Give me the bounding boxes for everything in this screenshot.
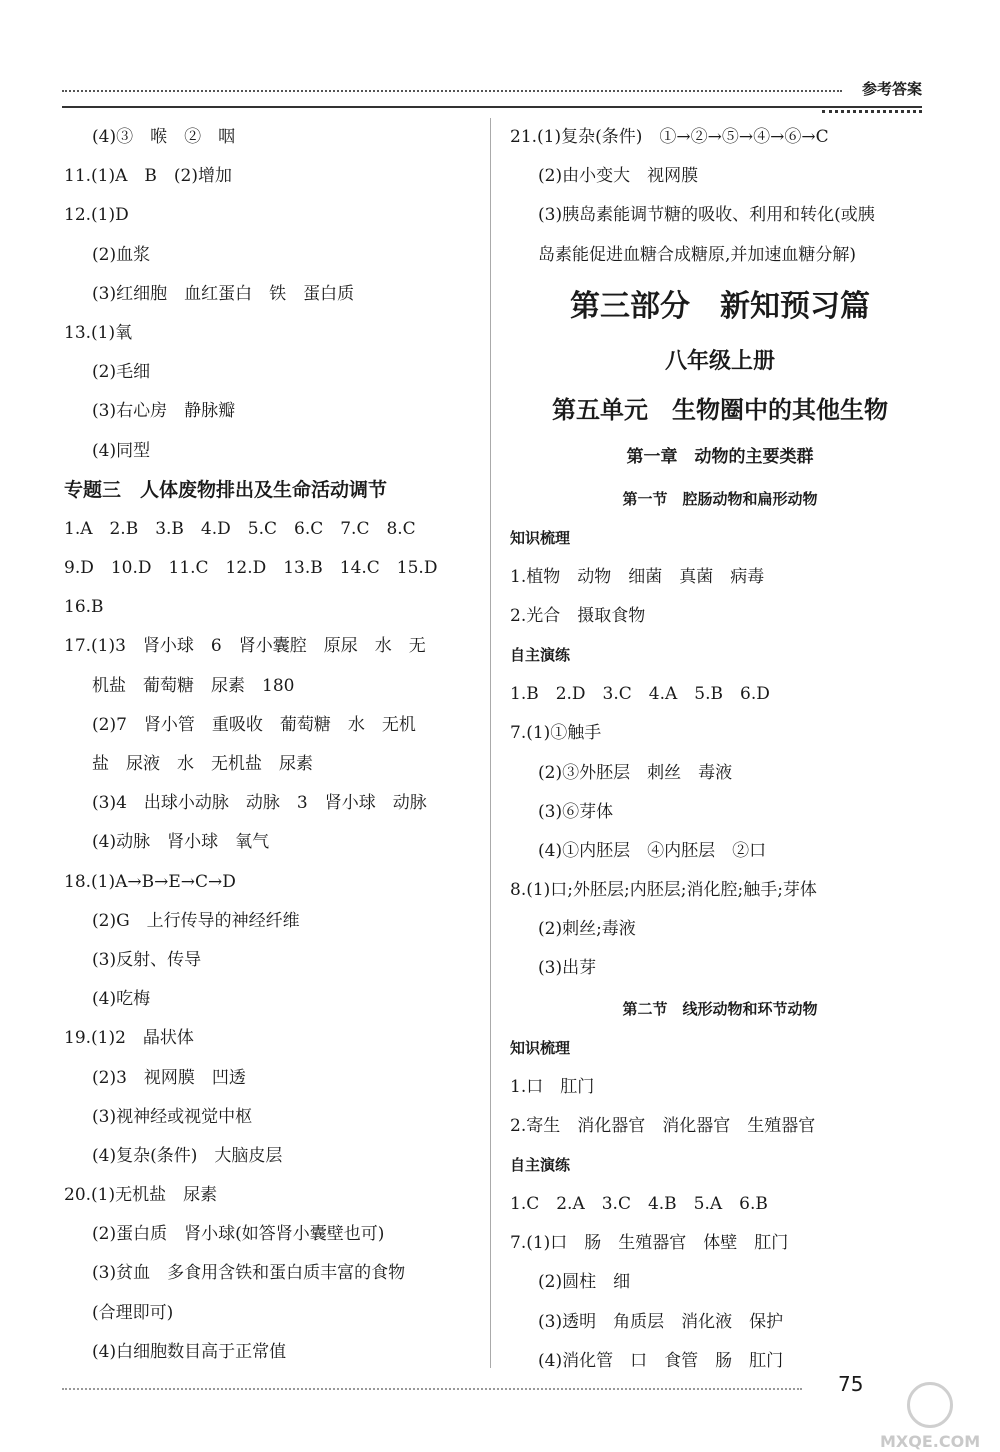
right-line-part: 第三部分 新知预习篇	[570, 288, 870, 324]
watermark-text: MXQE.COM	[880, 1432, 981, 1451]
right-line-text: (2)③外胚层 刺丝 毒液	[538, 762, 733, 783]
left-line-text: 19.(1)2 晶状体	[64, 1028, 194, 1049]
right-line-text: 1.植物 动物 细菌 真菌 病毒	[510, 566, 765, 587]
right-line-text: (3)胰岛素能调节糖的吸收、利用和转化(或胰	[538, 205, 875, 226]
right-line-text: (3)⑥芽体	[538, 801, 614, 822]
left-line-text: (3)4 出球小动脉 动脉 3 肾小球 动脉	[92, 793, 427, 814]
left-line-text: 盐 尿液 水 无机盐 尿素	[92, 754, 313, 774]
right-line-text: (2)刺丝;毒液	[538, 919, 636, 940]
right-line-chap: 第一章 动物的主要类群	[626, 446, 814, 467]
footer-dotted-rule	[62, 1388, 802, 1390]
left-line-text: (2)蛋白质 肾小球(如答肾小囊壁也可)	[92, 1224, 385, 1245]
watermark-logo-icon	[907, 1382, 953, 1428]
left-line-text: (3)右心房 静脉瓣	[92, 401, 236, 422]
left-line-text: (4)同型	[92, 440, 151, 461]
left-line-text: 12.(1)D	[64, 205, 129, 226]
left-line-text: (4)动脉 肾小球 氧气	[92, 832, 270, 853]
right-line-unit: 第五单元 生物圈中的其他生物	[552, 395, 888, 424]
left-line-text: (2)血浆	[92, 244, 151, 265]
right-column	[510, 118, 930, 1381]
right-line-text: (3)透明 角质层 消化液 保护	[538, 1311, 784, 1332]
header-title: 参考答案	[861, 80, 922, 98]
left-line-text: 11.(1)A B (2)增加	[64, 166, 232, 187]
right-line-sec: 第一节 腔肠动物和扁形动物	[622, 489, 818, 508]
left-line-text: (4)白细胞数目高于正常值	[92, 1341, 287, 1362]
left-line-text: (2)3 视网膜 凹透	[92, 1067, 246, 1088]
left-line-text: (3)视神经或视觉中枢	[92, 1106, 253, 1127]
right-line-text: (3)出芽	[538, 958, 597, 979]
left-line-text: (2)毛细	[92, 362, 151, 383]
left-line-text: (2)7 肾小管 重吸收 葡萄糖 水 无机	[92, 714, 416, 735]
page-number: 75	[838, 1372, 864, 1396]
right-line-text: 7.(1)①触手	[510, 723, 602, 744]
left-line-text: (合理即可)	[92, 1302, 174, 1323]
left-line-text: 13.(1)氧	[64, 322, 133, 343]
right-line-grade: 八年级上册	[664, 348, 775, 374]
left-line-text: (3)反射、传导	[92, 949, 202, 970]
right-line-text: 7.(1)口 肠 生殖器官 体壁 肛门	[510, 1233, 789, 1254]
left-line-text: 18.(1)A→B→E→C→D	[64, 871, 236, 892]
right-line-text: 1.口 肛门	[510, 1076, 595, 1097]
left-line-text: (4)③ 喉 ② 咽	[92, 127, 236, 147]
header-rule	[62, 106, 922, 108]
left-column	[64, 118, 484, 1372]
right-line-text: 8.(1)口;外胚层;内胚层;消化腔;触手;芽体	[510, 880, 817, 901]
left-line-text: 20.(1)无机盐 尿素	[64, 1185, 218, 1206]
left-line-text: 17.(1)3 肾小球 6 肾小囊腔 原尿 水 无	[64, 636, 426, 657]
column-divider	[490, 118, 491, 1368]
right-line-sub: 自主演练	[510, 1156, 571, 1174]
header-bead-rule	[822, 110, 922, 113]
right-line-text: 1.C 2.A 3.C 4.B 5.A 6.B	[510, 1194, 768, 1214]
left-line-text: 1.A 2.B 3.B 4.D 5.C 6.C 7.C 8.C	[64, 518, 416, 539]
right-line-text: (2)圆柱 细	[538, 1272, 631, 1293]
left-line-text: (3)贫血 多食用含铁和蛋白质丰富的食物	[92, 1263, 406, 1284]
left-line-text: 机盐 葡萄糖 尿素 180	[92, 675, 295, 696]
right-line-sub: 知识梳理	[510, 528, 571, 547]
right-line-sub: 自主演练	[510, 646, 571, 665]
right-line-text: 1.B 2.D 3.C 4.A 5.B 6.D	[510, 684, 770, 705]
left-line-text: (4)复杂(条件) 大脑皮层	[92, 1145, 283, 1166]
watermark	[880, 1382, 980, 1451]
right-line-sec: 第二节 线形动物和环节动物	[622, 999, 818, 1018]
page-header	[62, 78, 922, 108]
right-line-text: (4)消化管 口 食管 肠 肛门	[538, 1350, 784, 1371]
left-line-text: (2)G 上行传导的神经纤维	[92, 910, 300, 931]
right-line-text: (2)由小变大 视网膜	[538, 166, 699, 187]
right-line-text: 2.寄生 消化器官 消化器官 生殖器官	[510, 1115, 816, 1136]
header-dotted-rule	[62, 90, 842, 92]
right-line-text: 2.光合 摄取食物	[510, 605, 646, 626]
left-line-text: (3)红细胞 血红蛋白 铁 蛋白质	[92, 283, 355, 304]
right-line-text: 岛素能促进血糖合成糖原,并加速血糖分解)	[538, 244, 857, 265]
left-line-text: (4)吃梅	[92, 989, 151, 1010]
left-line-text: 9.D 10.D 11.C 12.D 13.B 14.C 15.D	[64, 558, 438, 579]
right-line-text: (4)①内胚层 ④内胚层 ②口	[538, 840, 767, 861]
left-line-section: 专题三 人体废物排出及生命活动调节	[64, 478, 388, 501]
left-line-text: 16.B	[64, 597, 104, 618]
right-line-sub: 知识梳理	[510, 1038, 571, 1057]
right-line-text: 21.(1)复杂(条件) ①→②→⑤→④→⑥→C	[510, 127, 829, 147]
